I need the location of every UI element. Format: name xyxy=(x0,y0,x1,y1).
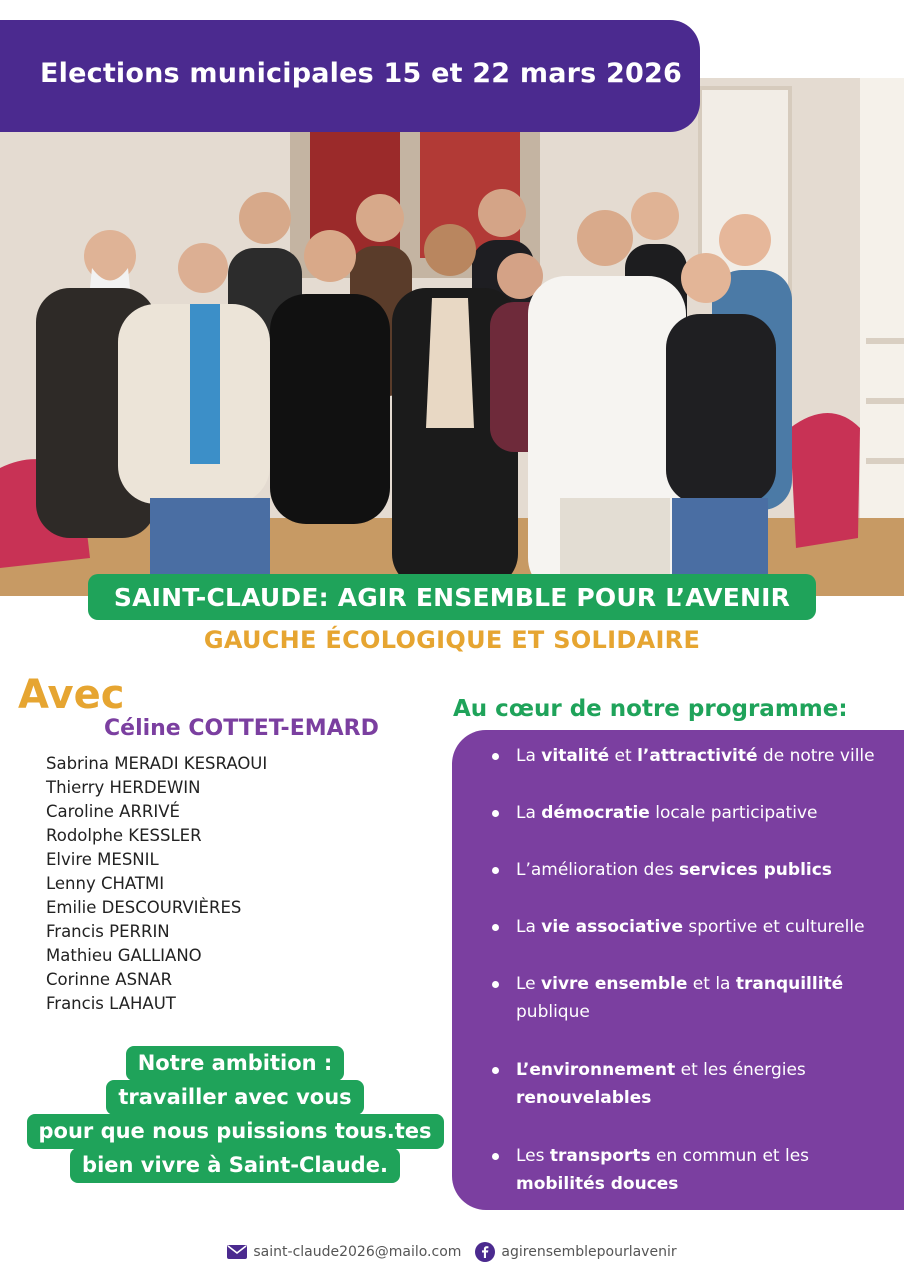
team-member: Sabrina MERADI KESRAOUI xyxy=(46,754,268,773)
bullet-icon xyxy=(492,753,499,760)
bullet-icon xyxy=(492,981,499,988)
bullet-icon xyxy=(492,810,499,817)
programme-item: Le vivre ensemble et la tranquillité publique xyxy=(492,970,892,1026)
team-member: Lenny CHATMI xyxy=(46,874,165,893)
ambition-line: bien vivre à Saint-Claude. xyxy=(70,1148,400,1183)
facebook-icon xyxy=(475,1242,495,1262)
team-members-list xyxy=(46,752,267,1016)
slogan-text: SAINT-CLAUDE: AGIR ENSEMBLE POUR L’AVENIR xyxy=(113,582,791,612)
envelope-icon xyxy=(227,1245,247,1259)
programme-item: La vie associative sportive et culturelle xyxy=(492,913,892,941)
lead-candidate: Céline COTTET-EMARD xyxy=(104,716,379,741)
team-member: Francis LAHAUT xyxy=(46,994,176,1013)
programme-item: Les transports en commun et les mobilités douces xyxy=(492,1142,892,1198)
team-member: Rodolphe KESSLER xyxy=(46,826,202,845)
email-address[interactable]: saint-claude2026@mailo.com xyxy=(253,1244,462,1260)
facebook-handle[interactable]: agirensemblepourlavenir xyxy=(501,1244,677,1260)
email-contact[interactable] xyxy=(227,1244,461,1260)
team-member: Emilie DESCOURVIÈRES xyxy=(46,898,242,917)
team-member: Mathieu GALLIANO xyxy=(46,946,202,965)
team-photo xyxy=(0,78,904,596)
programme-panel xyxy=(452,730,904,1210)
programme-item: L’amélioration des services publics xyxy=(492,856,892,884)
bullet-icon xyxy=(492,1153,499,1160)
slogan-banner xyxy=(88,574,816,620)
programme-item: La vitalité et l’attractivité de notre ville xyxy=(492,742,892,770)
header-banner xyxy=(0,20,700,132)
ambition-line: travailler avec vous xyxy=(106,1080,363,1115)
programme-title: Au cœur de notre programme: xyxy=(453,696,848,722)
ambition-block xyxy=(20,1046,450,1182)
footer-contacts xyxy=(0,1240,904,1264)
list-subtitle: GAUCHE ÉCOLOGIQUE ET SOLIDAIRE xyxy=(203,626,701,654)
team-member: Corinne ASNAR xyxy=(46,970,173,989)
programme-item: La démocratie locale participative xyxy=(492,799,892,827)
ambition-line: pour que nous puissions tous.tes xyxy=(27,1114,444,1149)
bullet-icon xyxy=(492,1067,499,1074)
team-intro: Avec xyxy=(18,672,125,718)
team-member: Thierry HERDEWIN xyxy=(46,778,201,797)
team-member: Francis PERRIN xyxy=(46,922,170,941)
bullet-icon xyxy=(492,924,499,931)
programme-item: L’environnement et les énergies renouvelables xyxy=(492,1056,892,1112)
election-title: Elections municipales 15 et 22 mars 2026 xyxy=(40,58,682,89)
ambition-line: Notre ambition : xyxy=(126,1046,345,1081)
team-member: Elvire MESNIL xyxy=(46,850,159,869)
team-member: Caroline ARRIVÉ xyxy=(46,802,180,821)
team-photo-illustration xyxy=(0,78,904,596)
facebook-contact[interactable] xyxy=(475,1242,676,1262)
bullet-icon xyxy=(492,867,499,874)
